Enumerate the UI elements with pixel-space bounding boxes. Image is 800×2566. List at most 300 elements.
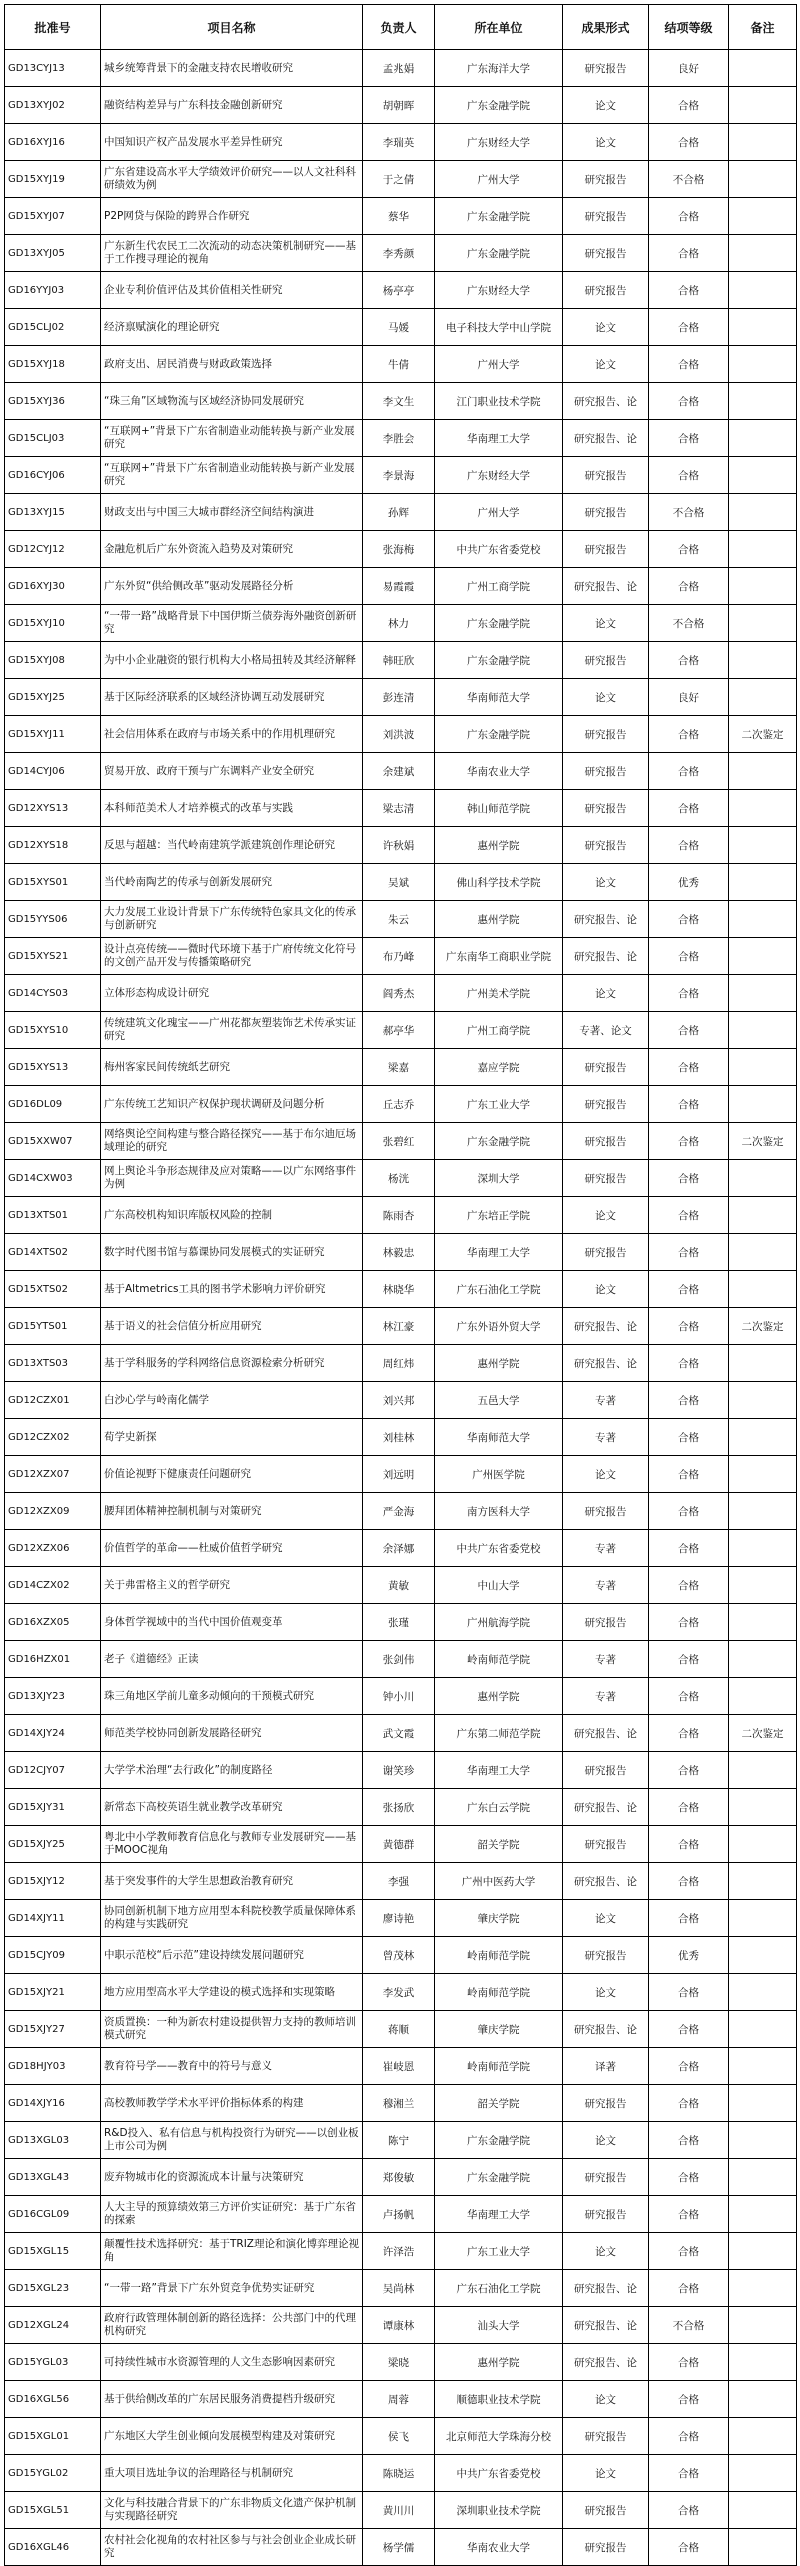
table-row [5, 50, 797, 87]
completion-grade-cell: 优秀 [649, 864, 729, 901]
remark-cell [729, 2159, 797, 2196]
remark-cell [729, 1160, 797, 1197]
completion-grade-cell: 合格 [649, 2048, 729, 2085]
table-row [5, 1234, 797, 1271]
remark-cell [729, 2492, 797, 2529]
project-name-cell: 可持续性城市水资源管理的人文生态影响因素研究 [101, 2344, 363, 2381]
project-name-cell: 价值论视野下健康责任问题研究 [101, 1456, 363, 1493]
remark-cell [729, 1234, 797, 1271]
project-name-cell: 政府支出、居民消费与财政政策选择 [101, 346, 363, 383]
institution-cell: 肇庆学院 [435, 2011, 563, 2048]
project-name-cell: 广东新生代农民工二次流动的动态决策机制研究——基于工作搜寻理论的视角 [101, 235, 363, 272]
completion-grade-cell: 合格 [649, 2492, 729, 2529]
approval-number-cell: GD12CZX01 [5, 1382, 101, 1419]
institution-cell: 广东工业大学 [435, 2233, 563, 2270]
result-form-cell: 论文 [563, 309, 649, 346]
institution-cell: 广东金融学院 [435, 1123, 563, 1160]
table-row [5, 2048, 797, 2085]
institution-cell: 佛山科学技术学院 [435, 864, 563, 901]
completion-grade-cell: 合格 [649, 1715, 729, 1752]
project-name-cell: 社会信用体系在政府与市场关系中的作用机理研究 [101, 716, 363, 753]
approval-number-cell: GD15CLJ02 [5, 309, 101, 346]
approval-number-cell: GD16CYJ06 [5, 457, 101, 494]
institution-cell: 广东财经大学 [435, 124, 563, 161]
leader-cell: 李胜会 [363, 420, 435, 457]
institution-cell: 岭南师范学院 [435, 1974, 563, 2011]
institution-cell: 广东白云学院 [435, 1789, 563, 1826]
institution-cell: 江门职业技术学院 [435, 383, 563, 420]
remark-cell [729, 1789, 797, 1826]
table-row [5, 1678, 797, 1715]
leader-cell: 刘兴邦 [363, 1382, 435, 1419]
completion-grade-cell: 合格 [649, 975, 729, 1012]
completion-grade-cell: 合格 [649, 716, 729, 753]
project-name-cell: P2P网贷与保险的跨界合作研究 [101, 198, 363, 235]
approval-number-cell: GD13XTS03 [5, 1345, 101, 1382]
remark-cell [729, 938, 797, 975]
leader-cell: 杨洸 [363, 1160, 435, 1197]
leader-cell: 梁晓 [363, 2344, 435, 2381]
project-name-cell: 荀学史新探 [101, 1419, 363, 1456]
project-name-cell: 大力发展工业设计背景下广东传统特色家具文化的传承与创新研究 [101, 901, 363, 938]
project-name-cell: 身体哲学视域中的当代中国价值观变革 [101, 1604, 363, 1641]
institution-cell: 华南农业大学 [435, 2529, 563, 2566]
project-name-cell: 农村社会化视角的农村社区参与与社会创业企业成长研究 [101, 2529, 363, 2566]
completion-grade-cell: 良好 [649, 679, 729, 716]
leader-cell: 侯飞 [363, 2418, 435, 2455]
leader-cell: 余建斌 [363, 753, 435, 790]
leader-cell: 许秋娟 [363, 827, 435, 864]
remark-cell [729, 87, 797, 124]
project-name-cell: “互联网+”背景下广东省制造业动能转换与新产业发展研究 [101, 420, 363, 457]
remark-cell [729, 1604, 797, 1641]
table-row [5, 1789, 797, 1826]
approval-number-cell: GD12XZX06 [5, 1530, 101, 1567]
table-row [5, 1715, 797, 1752]
project-name-cell: 融资结构差异与广东科技金融创新研究 [101, 87, 363, 124]
remark-cell [729, 2529, 797, 2566]
table-row [5, 309, 797, 346]
completion-grade-cell: 合格 [649, 938, 729, 975]
institution-cell: 广东财经大学 [435, 457, 563, 494]
project-name-cell: 立体形态构成设计研究 [101, 975, 363, 1012]
remark-cell [729, 1419, 797, 1456]
table-row [5, 975, 797, 1012]
approval-number-cell: GD16CGL09 [5, 2196, 101, 2233]
completion-grade-cell: 合格 [649, 1234, 729, 1271]
result-form-cell: 研究报告 [563, 1123, 649, 1160]
col-header-leader: 负责人 [363, 5, 435, 50]
completion-grade-cell: 合格 [649, 1826, 729, 1863]
leader-cell: 周蓉 [363, 2381, 435, 2418]
approval-number-cell: GD13XGL03 [5, 2122, 101, 2159]
project-name-cell: 传统建筑文化瑰宝——广州花都灰塑装饰艺术传承实证研究 [101, 1012, 363, 1049]
result-form-cell: 研究报告、论 [563, 1789, 649, 1826]
leader-cell: 吴尚林 [363, 2270, 435, 2307]
project-name-cell: 网上舆论斗争形态规律及应对策略——以广东网络事件为例 [101, 1160, 363, 1197]
leader-cell: 李秀颜 [363, 235, 435, 272]
table-row [5, 1641, 797, 1678]
completion-grade-cell: 合格 [649, 1900, 729, 1937]
table-row [5, 1937, 797, 1974]
completion-grade-cell: 合格 [649, 1419, 729, 1456]
completion-grade-cell: 合格 [649, 1308, 729, 1345]
completion-grade-cell: 合格 [649, 1345, 729, 1382]
table-row [5, 124, 797, 161]
remark-cell [729, 975, 797, 1012]
completion-grade-cell: 不合格 [649, 494, 729, 531]
project-name-cell: 基于区际经济联系的区域经济协调互动发展研究 [101, 679, 363, 716]
approval-number-cell: GD12XZX09 [5, 1493, 101, 1530]
institution-cell: 广东培正学院 [435, 1197, 563, 1234]
approval-number-cell: GD14CXW03 [5, 1160, 101, 1197]
project-name-cell: 城乡统筹背景下的金融支持农民增收研究 [101, 50, 363, 87]
leader-cell: 谭康林 [363, 2307, 435, 2344]
project-name-cell: 文化与科技融合背景下的广东非物质文化遗产保护机制与实现路径研究 [101, 2492, 363, 2529]
approval-number-cell: GD13XYJ15 [5, 494, 101, 531]
project-name-cell: 重大项目选址争议的治理路径与机制研究 [101, 2455, 363, 2492]
approval-number-cell: GD16XZX05 [5, 1604, 101, 1641]
completion-grade-cell: 合格 [649, 1456, 729, 1493]
result-form-cell: 研究报告 [563, 753, 649, 790]
leader-cell: 谢笑珍 [363, 1752, 435, 1789]
project-name-cell: 基于学科服务的学科网络信息资源检索分析研究 [101, 1345, 363, 1382]
project-name-cell: 当代岭南陶艺的传承与创新发展研究 [101, 864, 363, 901]
remark-cell [729, 2418, 797, 2455]
col-header-remark: 备注 [729, 5, 797, 50]
institution-cell: 惠州学院 [435, 1678, 563, 1715]
completion-grade-cell: 合格 [649, 1049, 729, 1086]
approval-number-cell: GD15CJY09 [5, 1937, 101, 1974]
leader-cell: 廖诗艳 [363, 1900, 435, 1937]
leader-cell: 布乃峰 [363, 938, 435, 975]
approval-number-cell: GD18HJY03 [5, 2048, 101, 2085]
leader-cell: 陈晓运 [363, 2455, 435, 2492]
institution-cell: 广州工商学院 [435, 1012, 563, 1049]
approval-number-cell: GD15XYS21 [5, 938, 101, 975]
leader-cell: 马媛 [363, 309, 435, 346]
result-form-cell: 研究报告 [563, 2159, 649, 2196]
institution-cell: 广州航海学院 [435, 1604, 563, 1641]
project-name-cell: 高校教师教学学术水平评价指标体系的构建 [101, 2085, 363, 2122]
header-row [5, 5, 797, 50]
table-row [5, 1456, 797, 1493]
result-form-cell: 研究报告 [563, 1493, 649, 1530]
remark-cell [729, 457, 797, 494]
completion-grade-cell: 合格 [649, 309, 729, 346]
approval-number-cell: GD14XJY24 [5, 1715, 101, 1752]
approval-number-cell: GD15XJY21 [5, 1974, 101, 2011]
remark-cell [729, 1826, 797, 1863]
leader-cell: 余泽娜 [363, 1530, 435, 1567]
table-row [5, 864, 797, 901]
result-form-cell: 研究报告 [563, 827, 649, 864]
institution-cell: 中共广东省委党校 [435, 531, 563, 568]
remark-cell [729, 309, 797, 346]
leader-cell: 李瑞英 [363, 124, 435, 161]
result-form-cell: 研究报告 [563, 1234, 649, 1271]
completion-grade-cell: 合格 [649, 1012, 729, 1049]
table-row [5, 457, 797, 494]
completion-grade-cell: 合格 [649, 87, 729, 124]
result-form-cell: 研究报告 [563, 494, 649, 531]
completion-grade-cell: 合格 [649, 531, 729, 568]
approval-number-cell: GD12XYS13 [5, 790, 101, 827]
table-row [5, 716, 797, 753]
remark-cell [729, 235, 797, 272]
institution-cell: 顺德职业技术学院 [435, 2381, 563, 2418]
result-form-cell: 研究报告 [563, 272, 649, 309]
approval-number-cell: GD15XYJ19 [5, 161, 101, 198]
institution-cell: 惠州学院 [435, 1345, 563, 1382]
result-form-cell: 论文 [563, 2122, 649, 2159]
approval-number-cell: GD15XYJ10 [5, 605, 101, 642]
completion-grade-cell: 合格 [649, 272, 729, 309]
approval-number-cell: GD13XYJ05 [5, 235, 101, 272]
institution-cell: 广东南华工商职业学院 [435, 938, 563, 975]
table-row [5, 938, 797, 975]
approval-number-cell: GD12XYS18 [5, 827, 101, 864]
result-form-cell: 研究报告 [563, 1086, 649, 1123]
result-form-cell: 研究报告 [563, 2529, 649, 2566]
remark-cell: 二次鉴定 [729, 1123, 797, 1160]
institution-cell: 广东海洋大学 [435, 50, 563, 87]
leader-cell: 陈宁 [363, 2122, 435, 2159]
col-header-approval-number: 批准号 [5, 5, 101, 50]
leader-cell: 林江豪 [363, 1308, 435, 1345]
approval-number-cell: GD15XYJ25 [5, 679, 101, 716]
completion-grade-cell: 合格 [649, 1382, 729, 1419]
leader-cell: 于之倩 [363, 161, 435, 198]
approval-number-cell: GD16XGL46 [5, 2529, 101, 2566]
approval-number-cell: GD16XYJ16 [5, 124, 101, 161]
table-row [5, 494, 797, 531]
leader-cell: 张剑伟 [363, 1641, 435, 1678]
completion-grade-cell: 合格 [649, 1160, 729, 1197]
remark-cell [729, 494, 797, 531]
table-row [5, 2529, 797, 2566]
project-table [4, 4, 797, 2566]
remark-cell [729, 2381, 797, 2418]
project-name-cell: 广东省建设高水平大学绩效评价研究——以人文社科科研绩效为例 [101, 161, 363, 198]
approval-number-cell: GD15XGL23 [5, 2270, 101, 2307]
table-row [5, 161, 797, 198]
table-row [5, 198, 797, 235]
remark-cell [729, 1271, 797, 1308]
remark-cell [729, 1012, 797, 1049]
approval-number-cell: GD15XYS10 [5, 1012, 101, 1049]
leader-cell: 梁嘉 [363, 1049, 435, 1086]
table-row [5, 2196, 797, 2233]
completion-grade-cell: 合格 [649, 901, 729, 938]
table-row [5, 87, 797, 124]
completion-grade-cell: 合格 [649, 1493, 729, 1530]
completion-grade-cell: 合格 [649, 346, 729, 383]
leader-cell: 许泽浩 [363, 2233, 435, 2270]
institution-cell: 广东财经大学 [435, 272, 563, 309]
leader-cell: 张碧红 [363, 1123, 435, 1160]
project-name-cell: 广东外贸“供给侧改革”驱动发展路径分析 [101, 568, 363, 605]
project-name-cell: 颠覆性技术选择研究：基于TRIZ理论和演化博弈理论视角 [101, 2233, 363, 2270]
approval-number-cell: GD14XJY11 [5, 1900, 101, 1937]
remark-cell [729, 1567, 797, 1604]
leader-cell: 陈雨杏 [363, 1197, 435, 1234]
approval-number-cell: GD14CZX02 [5, 1567, 101, 1604]
completion-grade-cell: 合格 [649, 1271, 729, 1308]
result-form-cell: 研究报告 [563, 790, 649, 827]
remark-cell [729, 1456, 797, 1493]
institution-cell: 广东金融学院 [435, 2122, 563, 2159]
institution-cell: 韩山师范学院 [435, 790, 563, 827]
result-form-cell: 论文 [563, 346, 649, 383]
institution-cell: 中山大学 [435, 1567, 563, 1604]
result-form-cell: 译著 [563, 2048, 649, 2085]
table-row [5, 642, 797, 679]
remark-cell [729, 272, 797, 309]
approval-number-cell: GD16YYJ03 [5, 272, 101, 309]
remark-cell [729, 1345, 797, 1382]
table-row [5, 2122, 797, 2159]
approval-number-cell: GD15XYJ36 [5, 383, 101, 420]
remark-cell [729, 1900, 797, 1937]
remark-cell [729, 1863, 797, 1900]
completion-grade-cell: 合格 [649, 1678, 729, 1715]
completion-grade-cell: 合格 [649, 1197, 729, 1234]
institution-cell: 岭南师范学院 [435, 1937, 563, 1974]
institution-cell: 广州医学院 [435, 1456, 563, 1493]
leader-cell: 张扬欣 [363, 1789, 435, 1826]
institution-cell: 肇庆学院 [435, 1900, 563, 1937]
result-form-cell: 专著 [563, 1382, 649, 1419]
institution-cell: 岭南师范学院 [435, 2048, 563, 2085]
completion-grade-cell: 合格 [649, 2418, 729, 2455]
remark-cell [729, 568, 797, 605]
leader-cell: 黄德群 [363, 1826, 435, 1863]
remark-cell: 二次鉴定 [729, 1715, 797, 1752]
result-form-cell: 研究报告 [563, 1604, 649, 1641]
table-row [5, 1123, 797, 1160]
completion-grade-cell: 合格 [649, 1974, 729, 2011]
approval-number-cell: GD15YTS01 [5, 1308, 101, 1345]
project-name-cell: 基于Altmetrics工具的图书学术影响力评价研究 [101, 1271, 363, 1308]
institution-cell: 嘉应学院 [435, 1049, 563, 1086]
project-name-cell: 师范类学校协同创新发展路径研究 [101, 1715, 363, 1752]
institution-cell: 华南理工大学 [435, 1752, 563, 1789]
result-form-cell: 论文 [563, 975, 649, 1012]
institution-cell: 广东工业大学 [435, 1086, 563, 1123]
result-form-cell: 研究报告 [563, 457, 649, 494]
remark-cell [729, 2085, 797, 2122]
institution-cell: 深圳大学 [435, 1160, 563, 1197]
project-name-cell: 经济禀赋演化的理论研究 [101, 309, 363, 346]
project-name-cell: 为中小企业融资的银行机构大小格局扭转及其经济解释 [101, 642, 363, 679]
result-form-cell: 研究报告 [563, 1160, 649, 1197]
project-name-cell: R&D投入、私有信息与机构投资行为研究——以创业板上市公司为例 [101, 2122, 363, 2159]
project-name-cell: 广东高校机构知识库版权风险的控制 [101, 1197, 363, 1234]
leader-cell: 李发武 [363, 1974, 435, 2011]
institution-cell: 广东石油化工学院 [435, 1271, 563, 1308]
approval-number-cell: GD12XZX07 [5, 1456, 101, 1493]
institution-cell: 广州大学 [435, 494, 563, 531]
completion-grade-cell: 不合格 [649, 161, 729, 198]
remark-cell [729, 2455, 797, 2492]
project-name-cell: 基于突发事件的大学生思想政治教育研究 [101, 1863, 363, 1900]
institution-cell: 中共广东省委党校 [435, 1530, 563, 1567]
approval-number-cell: GD15XYJ07 [5, 198, 101, 235]
approval-number-cell: GD14CYS03 [5, 975, 101, 1012]
completion-grade-cell: 合格 [649, 1789, 729, 1826]
approval-number-cell: GD12CZX02 [5, 1419, 101, 1456]
project-name-cell: “一带一路”战略背景下中国伊斯兰债券海外融资创新研究 [101, 605, 363, 642]
approval-number-cell: GD15XYJ08 [5, 642, 101, 679]
table-row [5, 1863, 797, 1900]
institution-cell: 华南师范大学 [435, 1419, 563, 1456]
leader-cell: 林晓华 [363, 1271, 435, 1308]
result-form-cell: 论文 [563, 679, 649, 716]
result-form-cell: 研究报告 [563, 1049, 649, 1086]
table-row [5, 1086, 797, 1123]
leader-cell: 郑俊敏 [363, 2159, 435, 2196]
result-form-cell: 研究报告、论 [563, 2270, 649, 2307]
approval-number-cell: GD16XYJ30 [5, 568, 101, 605]
table-row [5, 2011, 797, 2048]
result-form-cell: 研究报告、论 [563, 901, 649, 938]
remark-cell [729, 420, 797, 457]
remark-cell [729, 531, 797, 568]
approval-number-cell: GD15XJY25 [5, 1826, 101, 1863]
result-form-cell: 论文 [563, 2381, 649, 2418]
table-row [5, 2159, 797, 2196]
institution-cell: 广州大学 [435, 161, 563, 198]
project-name-cell: 反思与超越：当代岭南建筑学派建筑创作理论研究 [101, 827, 363, 864]
institution-cell: 华南师范大学 [435, 679, 563, 716]
table-row [5, 2270, 797, 2307]
remark-cell [729, 2196, 797, 2233]
table-row [5, 2233, 797, 2270]
remark-cell [729, 1086, 797, 1123]
col-header-completion-grade: 结项等级 [649, 5, 729, 50]
institution-cell: 电子科技大学中山学院 [435, 309, 563, 346]
result-form-cell: 论文 [563, 2455, 649, 2492]
institution-cell: 华南农业大学 [435, 753, 563, 790]
leader-cell: 曾茂林 [363, 1937, 435, 1974]
approval-number-cell: GD15XYJ11 [5, 716, 101, 753]
leader-cell: 蒋顺 [363, 2011, 435, 2048]
leader-cell: 杨亭亭 [363, 272, 435, 309]
approval-number-cell: GD15XXW07 [5, 1123, 101, 1160]
remark-cell [729, 1937, 797, 1974]
result-form-cell: 专著、论文 [563, 1012, 649, 1049]
remark-cell [729, 2344, 797, 2381]
project-name-cell: 本科师范美术人才培养模式的改革与实践 [101, 790, 363, 827]
remark-cell [729, 2270, 797, 2307]
table-row [5, 605, 797, 642]
result-form-cell: 专著 [563, 1567, 649, 1604]
completion-grade-cell: 合格 [649, 1641, 729, 1678]
table-row [5, 568, 797, 605]
result-form-cell: 专著 [563, 1641, 649, 1678]
project-name-cell: 基于供给侧改革的广东居民服务消费提档升级研究 [101, 2381, 363, 2418]
project-name-cell: “互联网+”背景下广东省制造业动能转换与新产业发展研究 [101, 457, 363, 494]
table-row [5, 531, 797, 568]
institution-cell: 广东外语外贸大学 [435, 1308, 563, 1345]
leader-cell: 张瑾 [363, 1604, 435, 1641]
completion-grade-cell: 合格 [649, 2122, 729, 2159]
remark-cell [729, 1530, 797, 1567]
project-name-cell: 人大主导的预算绩效第三方评价实证研究：基于广东省的探索 [101, 2196, 363, 2233]
result-form-cell: 研究报告 [563, 531, 649, 568]
table-row [5, 346, 797, 383]
